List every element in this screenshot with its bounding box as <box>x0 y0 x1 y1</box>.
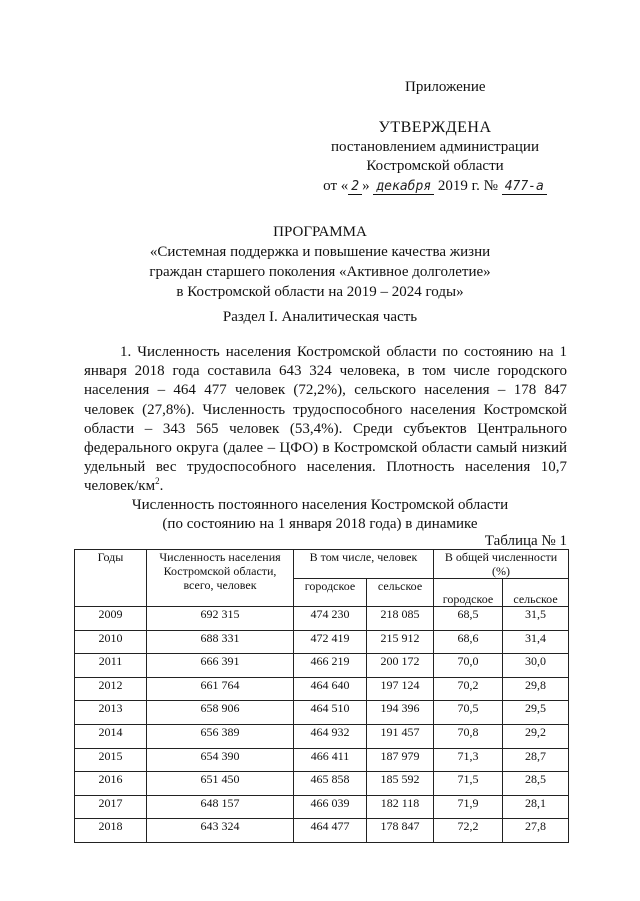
population-table <box>74 549 569 843</box>
cell-urban-pct: 68,5 <box>434 607 503 631</box>
cell-year: 2011 <box>75 654 147 678</box>
cell-total: 656 389 <box>147 724 294 748</box>
cell-urban: 464 640 <box>294 677 367 701</box>
table-row <box>75 677 569 701</box>
cell-rural: 194 396 <box>367 701 434 725</box>
cell-urban: 466 219 <box>294 654 367 678</box>
approval-line-2: Костромской области <box>366 158 504 174</box>
table-row <box>75 748 569 772</box>
cell-rural-pct: 28,5 <box>503 772 569 796</box>
cell-total: 666 391 <box>147 654 294 678</box>
title-line-1: ПРОГРАММА <box>273 224 367 240</box>
cell-total: 648 157 <box>147 795 294 819</box>
cell-rural-pct: 29,8 <box>503 677 569 701</box>
header-urban-pct: городское <box>434 579 503 607</box>
cell-rural-pct: 29,5 <box>503 701 569 725</box>
table-number: Таблица № 1 <box>484 533 567 549</box>
body-paragraph <box>84 343 567 497</box>
cell-rural-pct: 27,8 <box>503 819 569 843</box>
appendix-label: Приложение <box>405 79 486 95</box>
cell-year: 2014 <box>75 724 147 748</box>
cell-rural: 178 847 <box>367 819 434 843</box>
cell-year: 2012 <box>75 677 147 701</box>
table-row <box>75 819 569 843</box>
cell-year: 2016 <box>75 772 147 796</box>
date-prefix: от « <box>323 177 349 194</box>
cell-rural-pct: 31,4 <box>503 630 569 654</box>
table-row <box>75 701 569 725</box>
cell-rural-pct: 29,2 <box>503 724 569 748</box>
cell-year: 2010 <box>75 630 147 654</box>
title-line-4: в Костромской области на 2019 – 2024 годы» <box>176 284 464 300</box>
paragraph-end: . <box>159 478 164 495</box>
cell-urban-pct: 70,8 <box>434 724 503 748</box>
cell-urban-pct: 70,2 <box>434 677 503 701</box>
section-heading: Раздел I. Аналитическая часть <box>222 309 418 325</box>
cell-rural: 185 592 <box>367 772 434 796</box>
header-total: Численность населения Костромской области, всего, человек <box>147 550 294 607</box>
cell-rural: 191 457 <box>367 724 434 748</box>
title-line-3: граждан старшего поколения «Активное долголетие» <box>149 264 491 280</box>
cell-urban: 474 230 <box>294 607 367 631</box>
title-line-2: «Системная поддержка и повышение качества жизни <box>149 244 491 260</box>
cell-rural: 215 912 <box>367 630 434 654</box>
cell-total: 661 764 <box>147 677 294 701</box>
approval-line-1: постановлением администрации <box>331 138 539 155</box>
cell-rural-pct: 30,0 <box>503 654 569 678</box>
cell-total: 654 390 <box>147 748 294 772</box>
cell-urban: 466 411 <box>294 748 367 772</box>
cell-year: 2015 <box>75 748 147 772</box>
table-row <box>75 795 569 819</box>
date-mid: » <box>362 177 370 194</box>
header-urban: городское <box>294 579 367 607</box>
cell-rural: 197 124 <box>367 677 434 701</box>
cell-total: 651 450 <box>147 772 294 796</box>
cell-urban-pct: 71,3 <box>434 748 503 772</box>
cell-rural: 200 172 <box>367 654 434 678</box>
approved-heading: УТВЕРЖДЕНА <box>378 119 492 136</box>
cell-urban: 464 932 <box>294 724 367 748</box>
cell-urban-pct: 71,5 <box>434 772 503 796</box>
table-row <box>75 724 569 748</box>
paragraph-sup: 2 <box>155 476 160 487</box>
caption-line-1: Численность постоянного населения Костромской области <box>131 497 509 513</box>
table-row <box>75 607 569 631</box>
cell-year: 2017 <box>75 795 147 819</box>
program-title <box>80 222 560 302</box>
header-rural: сельское <box>367 579 434 607</box>
table-row <box>75 630 569 654</box>
cell-year: 2018 <box>75 819 147 843</box>
cell-rural: 182 118 <box>367 795 434 819</box>
date-year: 2019 г. <box>437 177 480 194</box>
cell-urban: 464 510 <box>294 701 367 725</box>
order-number: 477-а <box>502 179 547 195</box>
header-share: В общей численности (%) <box>434 550 569 579</box>
cell-year: 2009 <box>75 607 147 631</box>
header-rural-pct: сельское <box>503 579 569 607</box>
cell-rural: 218 085 <box>367 607 434 631</box>
cell-total: 643 324 <box>147 819 294 843</box>
cell-urban-pct: 70,0 <box>434 654 503 678</box>
table-row <box>75 772 569 796</box>
date-day: 2 <box>348 179 362 195</box>
cell-urban-pct: 70,5 <box>434 701 503 725</box>
cell-total: 658 906 <box>147 701 294 725</box>
approval-date-line <box>300 177 570 197</box>
cell-rural-pct: 28,7 <box>503 748 569 772</box>
header-incl: В том числе, человек <box>294 550 434 579</box>
cell-urban: 472 419 <box>294 630 367 654</box>
cell-urban-pct: 71,9 <box>434 795 503 819</box>
header-years: Годы <box>75 550 147 607</box>
cell-rural-pct: 31,5 <box>503 607 569 631</box>
cell-urban: 464 477 <box>294 819 367 843</box>
caption-line-2: (по состоянию на 1 января 2018 года) в динамике <box>162 516 478 532</box>
date-month: декабря <box>373 179 434 195</box>
table-row <box>75 654 569 678</box>
cell-rural: 187 979 <box>367 748 434 772</box>
cell-urban-pct: 68,6 <box>434 630 503 654</box>
number-sign: № <box>483 177 498 194</box>
paragraph-text: 1. Численность населения Костромской области по состоянию на 1 января 2018 года составила 643 324 человека, в том числе городского населения – 464 477 человек (72,2%), сельского населения – 178 847 человек (27,8%). Численность трудоспособного населения Костромской области – 343 565 человек (53,4%). Среди субъектов Центрального федерального округа (далее – ЦФО) в Костромской области самый низкий удельный вес трудоспособного населения. Плотность населения 10,7 человек/км <box>84 344 567 495</box>
cell-urban: 465 858 <box>294 772 367 796</box>
cell-total: 688 331 <box>147 630 294 654</box>
approval-block <box>300 118 570 196</box>
cell-urban: 466 039 <box>294 795 367 819</box>
cell-rural-pct: 28,1 <box>503 795 569 819</box>
cell-total: 692 315 <box>147 607 294 631</box>
table-caption <box>80 496 560 534</box>
cell-year: 2013 <box>75 701 147 725</box>
cell-urban-pct: 72,2 <box>434 819 503 843</box>
